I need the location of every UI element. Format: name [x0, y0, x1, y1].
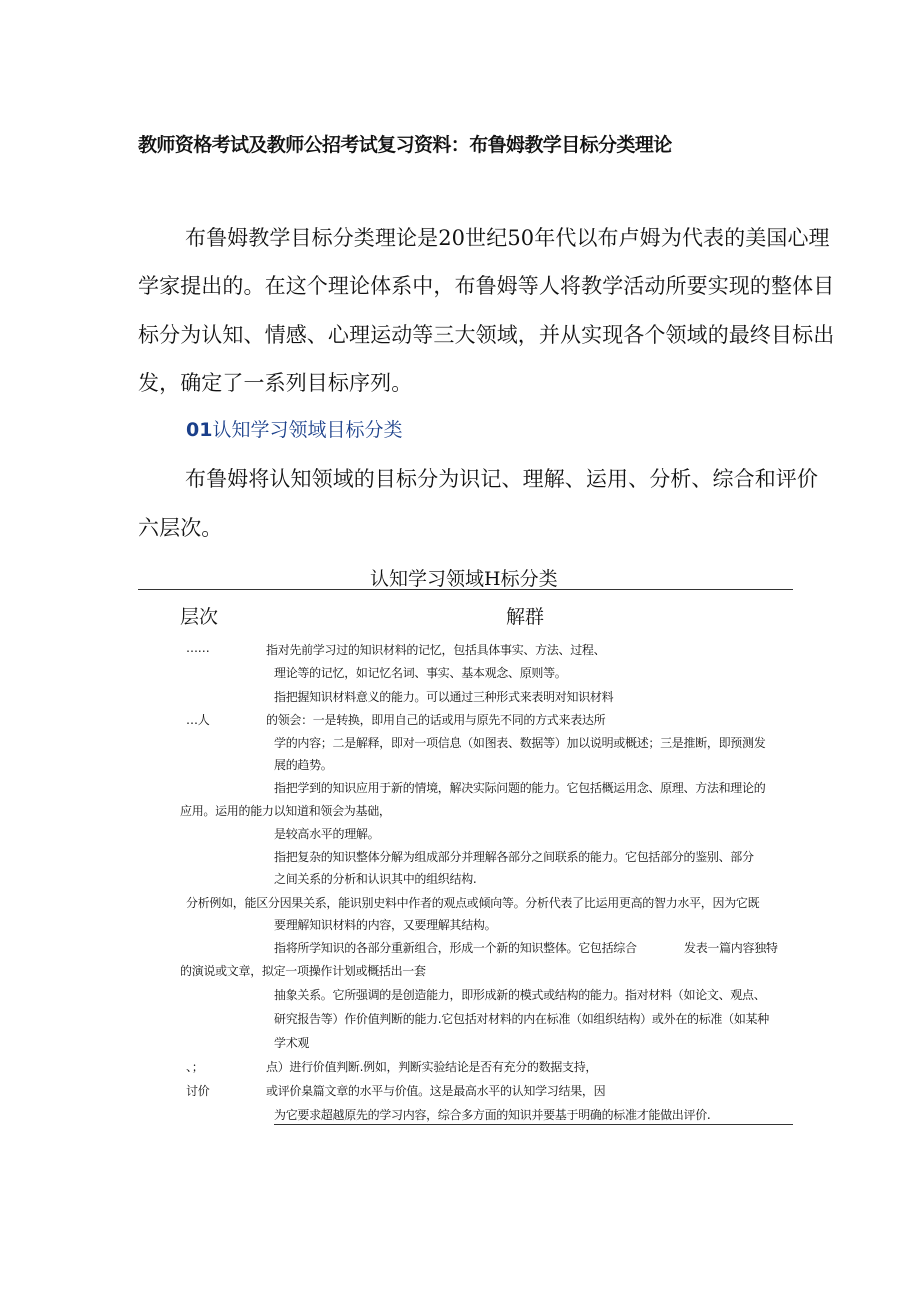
intro-paragraph-line: 学家提出的。在这个理论体系中，布鲁姆等人将教学活动所要实现的整体目: [138, 274, 835, 298]
table-caption: 认知学习领域H标分类: [370, 568, 558, 590]
table-line: 学的内容；二是解释，即对一项信息（如图表、数据等）加以说明或概述；三是推断，即预测发: [274, 736, 766, 750]
table-line: 的演说或文章，拟定一项操作计划或概括出一套: [180, 964, 426, 978]
table-line: 的领会：一是转换，即用自己的话或用与原先不同的方式来表达所: [266, 713, 606, 727]
table-line: 研究报告等）作价值判断的能力.它包括对材料的内在标准（如组织结构）或外在的标准（如某种: [274, 1012, 769, 1026]
table-line: ……: [186, 641, 210, 655]
table-header-explanation: 解群: [506, 606, 545, 628]
table-line: 之间关系的分析和认识其中的组织结构.: [274, 872, 477, 886]
section-paragraph-line: 六层次。: [138, 516, 223, 540]
table-line: 学术观: [274, 1036, 310, 1050]
intro-paragraph-line: 标分为认知、情感、心理运动等三大领域，并从实现各个领域的最终目标出: [138, 323, 835, 347]
section-heading: [186, 415, 402, 442]
section-title: 认知学习领域目标分类: [212, 419, 403, 441]
table-header-level: 层次: [180, 606, 219, 628]
section-number: 01: [186, 419, 213, 441]
table-line: 要理解知识材料的内容，又要理解其结构。: [274, 918, 497, 932]
table-line: 指把学到的知识应用于新的情境，解决实际问题的能力。它包括概运用念、原理、方法和理论的: [274, 781, 766, 795]
table-line: 点）进行价值判断.例如，判断实验结论是否有充分的数据支持，: [266, 1060, 598, 1074]
intro-paragraph-line: 发，确定了一系列目标序列。: [138, 371, 413, 395]
document-title: 教师资格考试及教师公招考试复习资料：布鲁姆教学目标分类理论: [138, 134, 672, 156]
table-line: 发表一篇内容独特: [684, 941, 778, 955]
table-line: 是较高水平的理解。: [274, 827, 380, 841]
table-line: 或评价臬篇文章的水平与价值。这是最高水平的认知学习结果，因: [266, 1084, 606, 1098]
table-line: 指把握知识材料意义的能力。可以通过三种形式来表明对知识材料: [274, 690, 614, 704]
table-line: 指对先前学习过的知识材料的记忆，包括具体事实、方法、过程、: [266, 643, 606, 657]
table-line: …人: [186, 713, 210, 727]
table-line: 应用。运用的能力以知道和领会为基础，: [180, 804, 391, 818]
table-line: 指将所学知识的各部分重新组合，形成一个新的知识整体。它包括综合: [274, 941, 637, 955]
table-line: 理论等的记忆，如记忆名词、事实、基本观念、原则等。: [274, 666, 567, 680]
table-line: 指把复杂的知识整体分解为组成部分并理解各部分之间联系的能力。它包括部分的鉴别、部分: [274, 850, 754, 864]
table-line: 分析例如，能区分因果关系，能识别史料中作者的观点或倾向等。分析代表了比运用更高的智力水平，因为它既: [186, 896, 760, 910]
table-top-rule: [138, 589, 793, 590]
section-paragraph-line: 布鲁姆将认知领域的目标分为识记、理解、运用、分析、综合和评价: [185, 467, 818, 491]
table-line: 展的趋势。: [274, 758, 333, 772]
table-line: 讨价: [186, 1084, 210, 1098]
table-line: 抽象关系。它所强调的是创造能力，即形成新的模式或结构的能力。指对材料（如论文、观点、: [274, 988, 766, 1002]
table-bottom-rule: [274, 1124, 793, 1125]
table-line: 为它要求超越原先的学习内容，综合多方面的知识并要基于明确的标准才能做出评价.: [274, 1108, 711, 1122]
intro-paragraph-line: 布鲁姆教学目标分类理论是20世纪50年代以布卢姆为代表的美国心理: [185, 226, 830, 250]
table-line: 、；: [186, 1060, 204, 1074]
